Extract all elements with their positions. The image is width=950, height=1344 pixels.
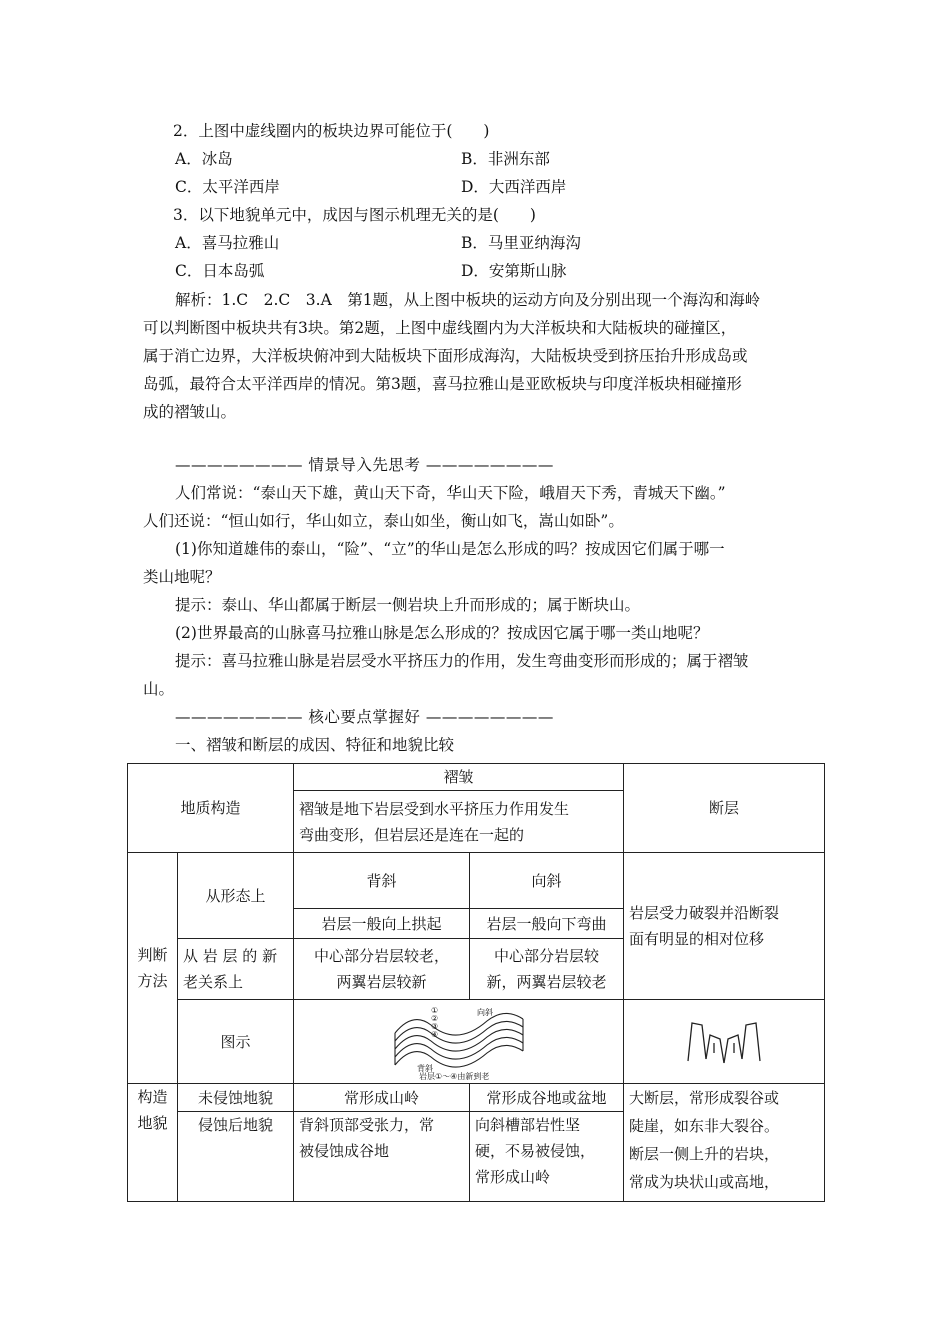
layer-label: ① — [430, 1005, 438, 1015]
layer-label: ② — [430, 1013, 438, 1023]
by-age-line: 老关系上 — [183, 973, 244, 991]
question-2-option-a: A．冰岛 — [175, 150, 233, 168]
anticline-eroded-line: 背斜顶部受张力，常 — [299, 1116, 435, 1134]
scenario-line: 人们常说：“泰山天下雄，黄山天下奇，华山天下险，峨眉天下秀，青城天下幽。” — [175, 484, 726, 502]
syncline-label: 向斜 — [476, 1007, 493, 1017]
scenario-question-1-cont: 类山地呢？ — [143, 568, 221, 586]
question-3-option-d: D．安第斯山脉 — [461, 262, 567, 280]
fault-diagram — [684, 1017, 764, 1067]
analysis-line: 岛弧，最符合太平洋西岸的情况。第3题，喜马拉雅山是亚欧板块与印度洋板块相碰撞形 — [143, 375, 742, 393]
analysis-line: 解析：1.C 2.C 3.A 第1题，从上图中板块的运动方向及分别出现一个海沟和海岭 — [175, 291, 761, 309]
fault-block — [706, 1035, 724, 1063]
fault-landform-line: 断层一侧上升的岩块， — [629, 1145, 780, 1163]
cell-eroded: 侵蚀后地貌 — [178, 1112, 294, 1202]
table-row — [128, 1000, 825, 1084]
cell-fault-diagram — [624, 1000, 825, 1084]
anticline-age-line: 中心部分岩层较老， — [314, 947, 450, 965]
question-2-stem: 2．上图中虚线圈内的板块边界可能位于( ) — [173, 122, 490, 140]
cell-anticline-shape: 岩层一般向上拱起 — [294, 909, 470, 939]
cell-diagram-label: 图示 — [178, 1000, 294, 1084]
section-header-scenario: ———————— 情景导入先思考 ———————— — [175, 456, 554, 474]
cell-anticline-uneroded: 常形成山岭 — [294, 1084, 470, 1112]
scenario-line: 人们还说：“恒山如行，华山如立，泰山如坐，衡山如飞，嵩山如卧”。 — [143, 512, 624, 530]
scenario-hint-1: 提示：泰山、华山都属于断层一侧岩块上升而形成的；属于断块山。 — [175, 596, 641, 614]
layer-label: ③ — [430, 1021, 438, 1031]
fault-judge-line: 岩层受力破裂并沿断裂 — [629, 904, 780, 922]
cell-syncline-eroded — [470, 1112, 624, 1202]
anticline-age-line: 两翼岩层较新 — [336, 973, 427, 991]
analysis-line: 属于消亡边界，大洋板块俯冲到大陆板块下面形成海沟，大陆板块受到挤压抬升形成岛或 — [143, 347, 748, 365]
fold-definition-line: 褶皱是地下岩层受到水平挤压力作用发生 — [299, 799, 570, 818]
cell-syncline-shape: 岩层一般向下弯曲 — [470, 909, 624, 939]
cell-syncline-header: 向斜 — [470, 853, 624, 909]
question-3-option-c: C．日本岛弧 — [175, 262, 265, 280]
fold-fault-comparison-table — [127, 763, 825, 1202]
cell-fault-landform — [624, 1084, 825, 1202]
section-header-keypoints: ———————— 核心要点掌握好 ———————— — [175, 708, 554, 726]
landform-label: 构造 — [137, 1088, 168, 1106]
fold-diagram — [389, 1003, 529, 1081]
fold-layer-line — [395, 1021, 523, 1043]
cell-fold-header: 褶皱 — [294, 764, 624, 791]
fault-landform-line: 大断层，常形成裂谷或 — [629, 1089, 780, 1107]
judge-label: 判断 — [137, 946, 168, 964]
cell-syncline-age — [470, 939, 624, 1000]
fault-judge-line: 面有明显的相对位移 — [629, 930, 765, 948]
anticline-label: 背斜 — [416, 1063, 433, 1073]
fault-block — [724, 1035, 742, 1063]
anticline-eroded-line: 被侵蚀成谷地 — [299, 1142, 390, 1160]
fault-block — [688, 1023, 706, 1061]
syncline-age-line: 中心部分岩层较 — [494, 947, 600, 965]
cell-anticline-header: 背斜 — [294, 853, 470, 909]
diagram-caption: 岩层①～④由新到老 — [418, 1071, 489, 1081]
syncline-eroded-line: 硬，不易被侵蚀， — [475, 1142, 596, 1160]
section-subtitle: 一、褶皱和断层的成因、特征和地貌比较 — [175, 736, 455, 754]
layer-label: ④ — [430, 1029, 438, 1039]
cell-by-age — [178, 939, 294, 1000]
cell-fold-diagram — [294, 1000, 624, 1084]
fold-definition-line: 弯曲变形，但岩层还是连在一起的 — [299, 825, 525, 844]
fold-layer-line — [395, 1013, 523, 1035]
analysis-line: 成的褶皱山。 — [143, 403, 237, 421]
cell-fault-judge — [624, 853, 825, 1000]
fault-landform-line: 常成为块状山或高地， — [629, 1173, 780, 1191]
table-row — [128, 764, 825, 791]
question-3-stem: 3．以下地貌单元中，成因与图示机理无关的是( ) — [173, 206, 536, 224]
fold-layer-line — [395, 1037, 523, 1059]
fault-landform-line: 陡崖，如东非大裂谷。 — [629, 1117, 780, 1135]
fold-layer-line — [395, 1045, 523, 1067]
judge-label: 方法 — [137, 972, 168, 990]
cell-uneroded: 未侵蚀地貌 — [178, 1084, 294, 1112]
table-row — [128, 1084, 825, 1112]
cell-judge-method — [128, 853, 178, 1084]
scenario-question-1: (1)你知道雄伟的泰山，“险”、“立”的华山是怎么形成的吗？按成因它们属于哪一 — [175, 540, 725, 558]
cell-anticline-eroded — [294, 1112, 470, 1202]
scenario-question-2: (2)世界最高的山脉喜马拉雅山脉是怎么形成的？按成因它属于哪一类山地呢？ — [175, 624, 709, 642]
fault-block — [742, 1023, 760, 1061]
by-age-line: 从 岩 层 的 新 — [183, 947, 278, 965]
cell-fault-header: 断层 — [624, 764, 825, 853]
question-2-option-c: C．太平洋西岸 — [175, 178, 280, 196]
cell-geo-structure: 地质构造 — [128, 764, 294, 853]
question-3-option-a: A．喜马拉雅山 — [175, 234, 280, 252]
question-2-option-b: B．非洲东部 — [461, 150, 550, 168]
analysis-line: 可以判断图中板块共有3块。第2题，上图中虚线圈内为大洋板块和大陆板块的碰撞区， — [143, 319, 737, 337]
syncline-age-line: 新，两翼岩层较老 — [486, 973, 607, 991]
table-row — [128, 853, 825, 909]
question-2-option-d: D．大西洋西岸 — [461, 178, 567, 196]
syncline-eroded-line: 常形成山岭 — [475, 1168, 551, 1186]
cell-fold-definition — [294, 791, 624, 853]
cell-syncline-uneroded: 常形成谷地或盆地 — [470, 1084, 624, 1112]
question-3-option-b: B．马里亚纳海沟 — [461, 234, 581, 252]
cell-anticline-age — [294, 939, 470, 1000]
landform-label: 地貌 — [137, 1114, 168, 1132]
scenario-hint-2-cont: 山。 — [143, 680, 175, 698]
fold-layer-line — [395, 1029, 523, 1051]
cell-landform — [128, 1084, 178, 1202]
syncline-eroded-line: 向斜槽部岩性坚 — [475, 1116, 581, 1134]
scenario-hint-2: 提示：喜马拉雅山脉是岩层受水平挤压力的作用，发生弯曲变形而形成的；属于褶皱 — [175, 652, 749, 670]
cell-by-shape: 从形态上 — [178, 853, 294, 939]
